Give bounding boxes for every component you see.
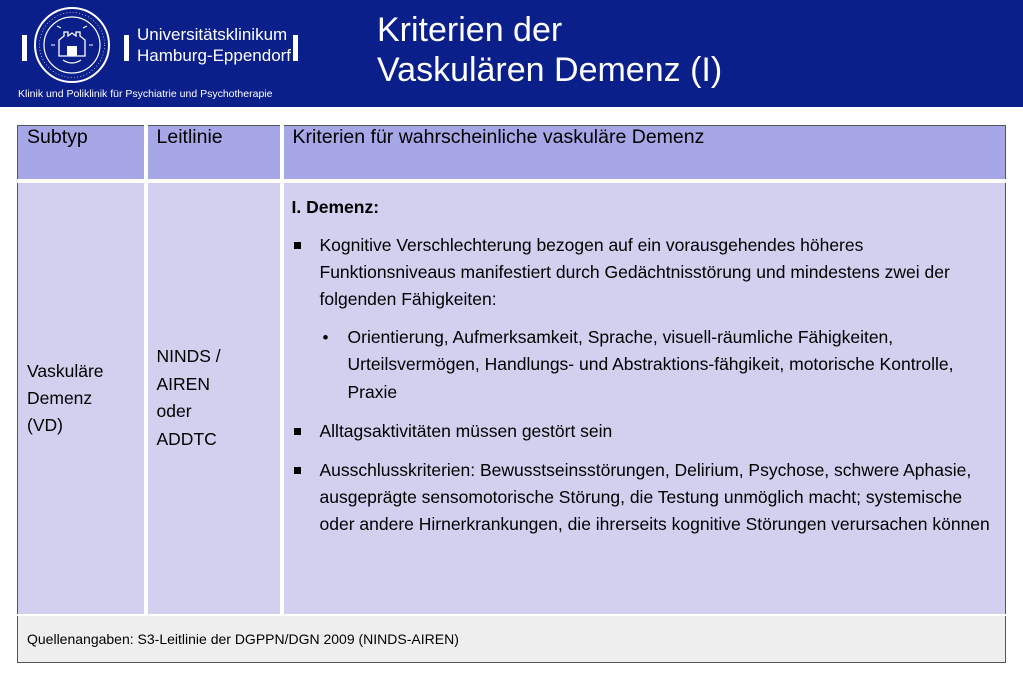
list-item <box>292 232 998 407</box>
university-seal-icon <box>33 6 111 84</box>
university-name-line2: Hamburg-Eppendorf <box>137 46 292 65</box>
section-title: I. Demenz: <box>291 196 380 217</box>
list-item: • Orientierung, Aufmerksamkeit, Sprache, visuell-räumliche Fähigkeiten, Urteilsvermögen, Handlungs- und Abstraktions-fähgikeit, motorische Kontrolle, Praxie <box>320 324 998 407</box>
subtype-cell <box>18 181 146 615</box>
criteria-table <box>17 125 1006 663</box>
clinic-name: Klinik und Poliklinik für Psychiatrie und Psychotherapie <box>18 88 273 100</box>
guideline-line: NINDS / <box>156 346 221 366</box>
column-header-criteria: Kriterien für wahrscheinliche vaskuläre Demenz <box>282 126 1006 181</box>
guideline-line: ADDTC <box>156 428 217 449</box>
slide-title-line2: Vaskulären Demenz (I) <box>377 51 723 89</box>
university-name <box>137 24 291 66</box>
criteria-cell <box>282 181 1006 615</box>
subtype-line: Vaskuläre <box>27 360 104 381</box>
table-header-row <box>18 126 1006 181</box>
sub-criteria-list <box>320 324 998 407</box>
exclusion-label: Ausschlusskriterien: <box>319 460 476 480</box>
exclusion-text: Bewusstseinsstörungen, Delirium, Psychose, schwere Aphasie, ausgeprägte sensomotorische Störung, die Testung unmöglich macht; systemische oder andere Hirnerkrankungen, die ihrerseits kognitive Störungen verursachen können <box>319 460 990 534</box>
source-row <box>18 615 1006 663</box>
guideline-cell <box>146 181 282 615</box>
logo-bar-right <box>293 35 298 61</box>
university-name-line1: Universitätsklinikum <box>137 25 288 44</box>
guideline-line: AIREN <box>156 373 210 394</box>
slide-header <box>0 0 1023 107</box>
column-header-subtype: Subtyp <box>18 126 146 181</box>
guideline-line: oder <box>156 401 192 421</box>
slide-title <box>377 10 722 90</box>
source-note: Quellenangaben: S3-Leitlinie der DGPPN/DGN 2009 (NINDS-AIREN) <box>18 615 1006 663</box>
list-item <box>292 457 998 538</box>
logo-bar-left <box>22 35 27 61</box>
subtype-line: (VD) <box>27 414 63 435</box>
subtype-line: Demenz <box>27 387 93 408</box>
criterion-text: Kognitive Verschlechterung bezogen auf ein vorausgehendes höheres Funktionsniveaus manifestiert durch Gedächtnisstörung und mindestens zwei der folgenden Fähigkeiten: <box>319 234 950 309</box>
table-row <box>18 181 1006 615</box>
column-header-guideline: Leitlinie <box>146 126 282 181</box>
slide-title-line1: Kriterien der <box>377 11 563 49</box>
list-item: Alltagsaktivitäten müssen gestört sein <box>292 418 998 445</box>
criteria-list <box>292 232 998 539</box>
logo-bar-middle <box>124 35 129 61</box>
